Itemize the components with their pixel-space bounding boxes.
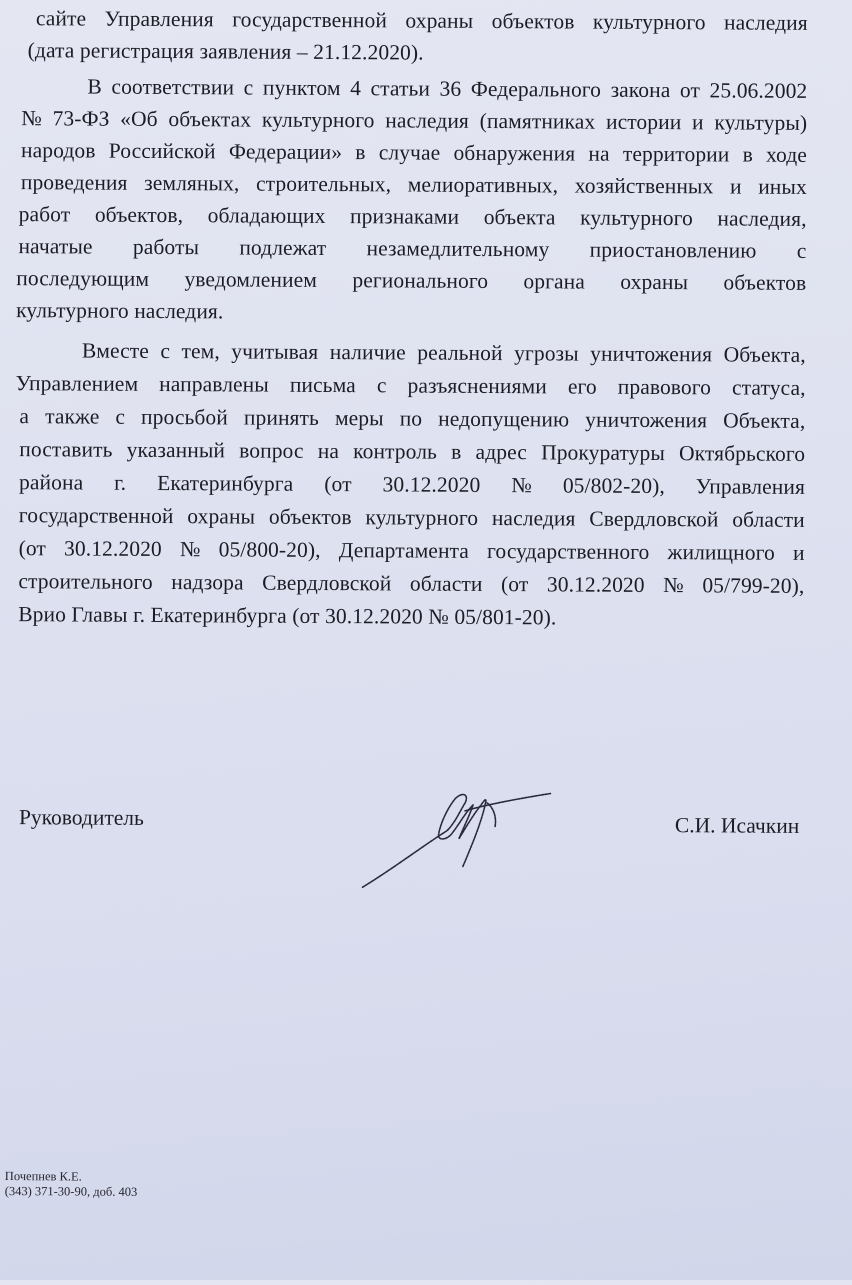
word: угрозы — [514, 341, 579, 366]
word: объектов — [268, 504, 352, 530]
word: его — [567, 374, 597, 399]
word: 30.12.2020 — [63, 536, 162, 561]
body-line-14 — [19, 435, 805, 468]
body-line-18 — [18, 567, 804, 600]
word: культурного — [592, 9, 706, 35]
body-line-1 — [36, 4, 808, 37]
word: «Об — [120, 106, 158, 131]
word: (от — [500, 572, 529, 597]
word: Управлением — [15, 371, 139, 396]
word: подлежат — [239, 235, 327, 260]
word: принять — [243, 405, 320, 430]
word: работ — [18, 202, 71, 227]
word: территории — [622, 141, 730, 167]
word: г. — [114, 470, 127, 495]
word: в — [451, 439, 462, 464]
word: статьи — [370, 76, 431, 101]
body-line-5 — [21, 136, 807, 169]
word: обладающих — [207, 203, 326, 228]
word: разъяснениями — [407, 373, 547, 399]
word: Федерации» — [228, 139, 343, 165]
word: 25.06.2002 — [709, 78, 808, 103]
word: области — [409, 571, 483, 596]
body-line-16 — [19, 501, 805, 534]
word: № — [511, 473, 532, 498]
word: Прокуратуры — [541, 440, 665, 466]
word: сайте — [35, 6, 87, 31]
word: Свердловской — [589, 506, 719, 532]
word: правового — [617, 374, 712, 400]
body-line-11 — [82, 337, 806, 369]
word: незамедлительному — [366, 236, 550, 262]
body-line-8 — [18, 232, 806, 265]
word: Объекта, — [723, 342, 806, 367]
word: № — [21, 106, 42, 131]
word: соответствии — [111, 74, 235, 100]
word: 4 — [350, 76, 362, 101]
body-line-4 — [21, 104, 807, 137]
word: статуса, — [731, 375, 806, 400]
word: наличие — [329, 340, 406, 365]
word: начатые — [18, 234, 93, 259]
word: Свердловской — [262, 570, 392, 596]
word: Октябрьского — [678, 441, 806, 466]
word: а — [19, 404, 30, 429]
word: охраны — [405, 8, 474, 33]
word: на — [317, 438, 340, 464]
word: наследия — [724, 10, 808, 35]
word: 36 — [439, 76, 462, 101]
signer-position: Руководитель — [18, 805, 144, 830]
word: объектах — [168, 107, 252, 132]
word: 30.12.2020 — [382, 472, 481, 497]
word: № — [179, 537, 201, 562]
word: охраны — [620, 269, 689, 295]
word: 05/800-20), — [218, 537, 321, 562]
word: регионального — [352, 268, 489, 293]
word: ходе — [765, 142, 808, 167]
word: пунктом — [262, 75, 341, 101]
word: 05/799-20), — [702, 573, 805, 598]
word: народов — [21, 138, 96, 163]
body-line-9 — [16, 264, 806, 297]
word: объектов — [723, 270, 807, 295]
word: Департамента — [338, 538, 470, 563]
word: 05/802-20), — [562, 473, 665, 499]
word: (от — [324, 471, 352, 497]
word: надзора — [171, 570, 244, 595]
word: объектов — [491, 9, 575, 34]
word: с — [115, 404, 126, 429]
executor-phone: (343) 371-30-90, доб. 403 — [4, 1184, 138, 1199]
word: также — [45, 404, 100, 429]
body-line-13 — [19, 402, 805, 435]
word: поставить — [19, 437, 113, 462]
word: приостановлению — [589, 237, 757, 263]
body-line-2: (дата регистрация заявления – 21.12.2020). — [27, 38, 424, 65]
word: случае — [378, 140, 441, 165]
word: Управления — [695, 474, 806, 499]
word: наследия, — [717, 206, 807, 231]
word: наследия — [385, 108, 470, 133]
word: обнаружения — [453, 140, 576, 166]
word: контроль — [353, 439, 438, 464]
word: (от — [18, 536, 47, 561]
word: в — [355, 140, 366, 165]
word: № — [663, 573, 684, 598]
word: строительного — [18, 569, 153, 594]
word: наследия — [491, 506, 576, 531]
word: работы — [132, 234, 200, 260]
body-line-12 — [16, 369, 806, 402]
word: 30.12.2020 — [546, 572, 645, 597]
word: письма — [289, 372, 356, 398]
word: учитывая — [231, 339, 319, 364]
word: и — [729, 174, 742, 199]
body-line-15 — [19, 468, 805, 501]
word: с — [243, 75, 254, 100]
word: меры — [334, 406, 384, 431]
word: культурного — [580, 205, 693, 231]
word: уничтожения — [590, 341, 713, 367]
word: объектов, — [94, 202, 184, 228]
word: Объекта, — [723, 408, 806, 433]
word: мелиоративных, — [407, 172, 559, 198]
word: просьбой — [140, 404, 228, 430]
body-line-10: культурного наследия. — [16, 298, 224, 324]
word: признаками — [350, 204, 460, 229]
word: государственной — [232, 7, 388, 33]
word: уведомлением — [184, 267, 318, 292]
word: вопрос — [239, 438, 304, 463]
word: жилищного — [667, 540, 775, 565]
word: и — [792, 540, 805, 565]
word: с — [376, 373, 387, 398]
word: проведения — [20, 170, 128, 195]
word: последующим — [16, 266, 150, 291]
word: культурного — [261, 107, 375, 133]
word: охраны — [187, 504, 256, 529]
body-line-6 — [21, 168, 807, 201]
word: Российской — [108, 138, 216, 164]
word: В — [87, 74, 102, 99]
word: органа — [523, 269, 586, 294]
word: 73-ФЗ — [52, 106, 110, 131]
word: реальной — [417, 340, 503, 366]
word: Федерального — [470, 76, 602, 102]
word: культуры) — [714, 110, 808, 135]
word: тем, — [181, 339, 220, 364]
body-line-7 — [19, 200, 807, 233]
word: хозяйственных — [574, 173, 714, 199]
word: строительных, — [255, 171, 392, 197]
word: области — [732, 507, 805, 532]
signer-name: С.И. Исачкин — [674, 813, 800, 838]
word: на — [588, 141, 610, 166]
word: от — [679, 78, 701, 103]
word: Управления — [104, 6, 214, 32]
word: адрес — [475, 439, 528, 465]
word: и — [692, 110, 704, 135]
body-line-19: Врио Главы г. Екатеринбурга (от 30.12.2020 № 05/801-20). — [18, 602, 557, 630]
word: земляных, — [144, 170, 240, 196]
word: с — [796, 238, 807, 263]
executor-name: Почепнев К.Е. — [4, 1169, 82, 1184]
body-line-17 — [19, 534, 805, 567]
word: в — [742, 142, 753, 167]
word: района — [18, 470, 84, 495]
word: государственной — [18, 503, 174, 529]
word: по — [399, 406, 423, 431]
word: (памятниках — [479, 108, 596, 134]
word: закона — [610, 77, 671, 103]
word: истории — [605, 109, 682, 135]
word: указанный — [126, 437, 226, 463]
word: иных — [758, 174, 807, 199]
word: с — [160, 338, 171, 364]
body-line-3 — [87, 73, 807, 105]
word: Екатеринбурга — [157, 470, 294, 496]
word: направлены — [159, 371, 269, 397]
word: Вместе — [81, 338, 150, 363]
word: государственного — [487, 538, 650, 564]
word: культурного — [365, 505, 479, 530]
word: объекта — [483, 204, 556, 230]
word: уничтожения — [585, 407, 708, 433]
handwritten-signature — [355, 782, 566, 898]
word: недопущению — [438, 406, 570, 432]
